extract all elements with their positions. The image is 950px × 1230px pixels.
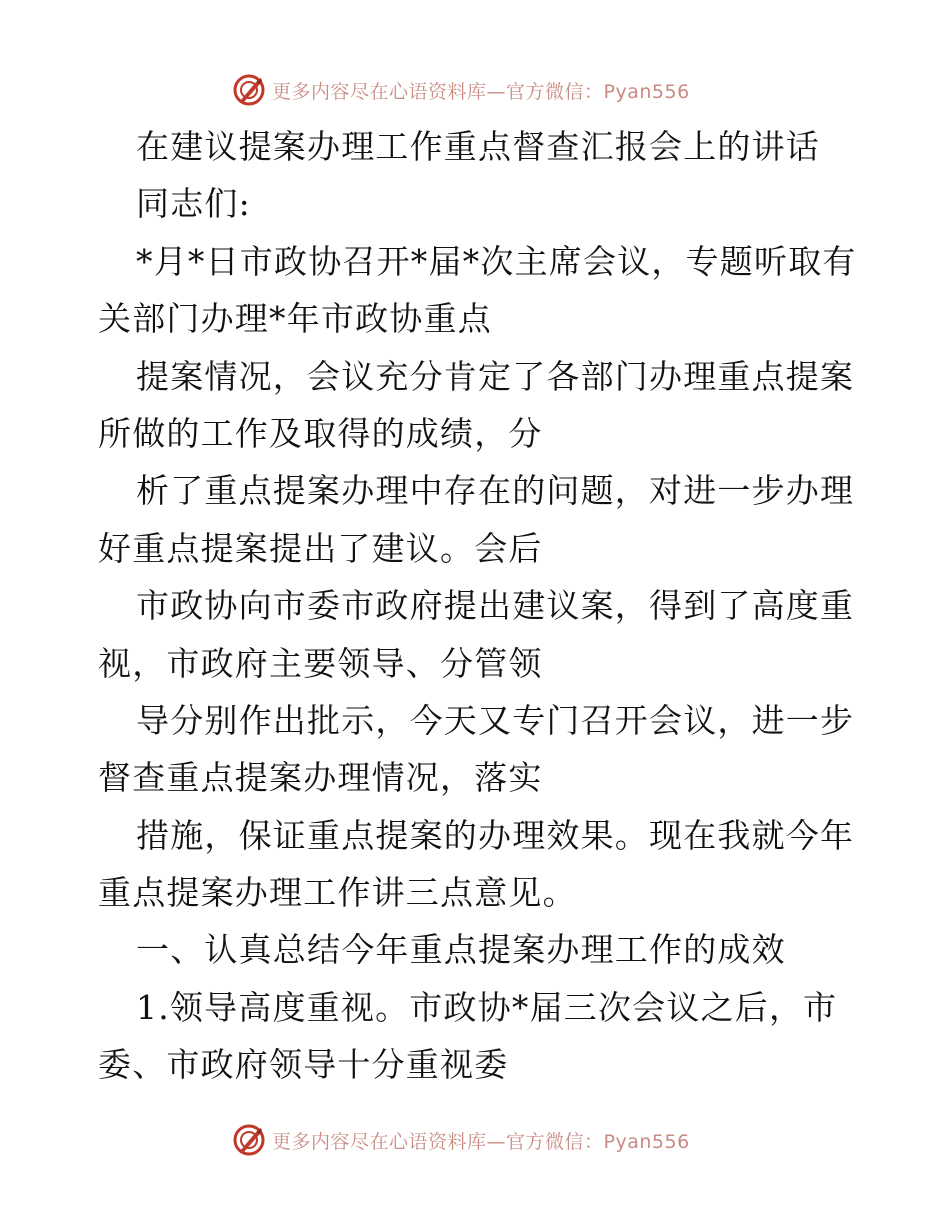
text-line: 同志们:: [136, 184, 251, 224]
header-watermark-banner: [232, 70, 690, 110]
text-line: 导分别作出批示，今天又专门召开会议，进一步: [136, 700, 855, 740]
text-line: 视，市政府主要领导、分管领: [98, 643, 543, 683]
footer-watermark-banner: [232, 1120, 690, 1160]
text-line: 析了重点提案办理中存在的问题，对进一步办理: [136, 471, 855, 511]
text-line: 督查重点提案办理情况，落实: [98, 758, 543, 798]
pen-logo-icon: [232, 73, 266, 107]
text-line: 重点提案办理工作讲三点意见。: [98, 873, 577, 913]
text-line: 一、认真总结今年重点提案办理工作的成效: [136, 930, 786, 970]
header-watermark-text: 更多内容尽在心语资料库—官方微信：Pyan556: [272, 80, 690, 103]
text-line: 在建议提案办理工作重点督查汇报会上的讲话: [136, 127, 820, 166]
text-line: 所做的工作及取得的成绩，分: [98, 413, 543, 453]
document-body: [98, 118, 858, 1094]
pen-logo-icon: [232, 1123, 266, 1157]
footer-watermark-text: 更多内容尽在心语资料库—官方微信：Pyan556: [272, 1130, 690, 1153]
text-line: 委、市政府领导十分重视委: [98, 1045, 509, 1085]
text-line: 关部门办理*年市政协重点: [98, 299, 492, 339]
text-line: *月*日市政协召开*届*次主席会议，专题听取有: [136, 241, 857, 281]
text-line: 1.领导高度重视。市政协*届三次会议之后，市: [136, 987, 838, 1027]
text-line: 好重点提案提出了建议。会后: [98, 528, 543, 568]
text-line: 措施，保证重点提案的办理效果。现在我就今年: [136, 815, 855, 855]
text-line: 市政协向市委市政府提出建议案，得到了高度重: [136, 586, 855, 626]
text-line: 提案情况，会议充分肯定了各部门办理重点提案: [136, 356, 855, 396]
